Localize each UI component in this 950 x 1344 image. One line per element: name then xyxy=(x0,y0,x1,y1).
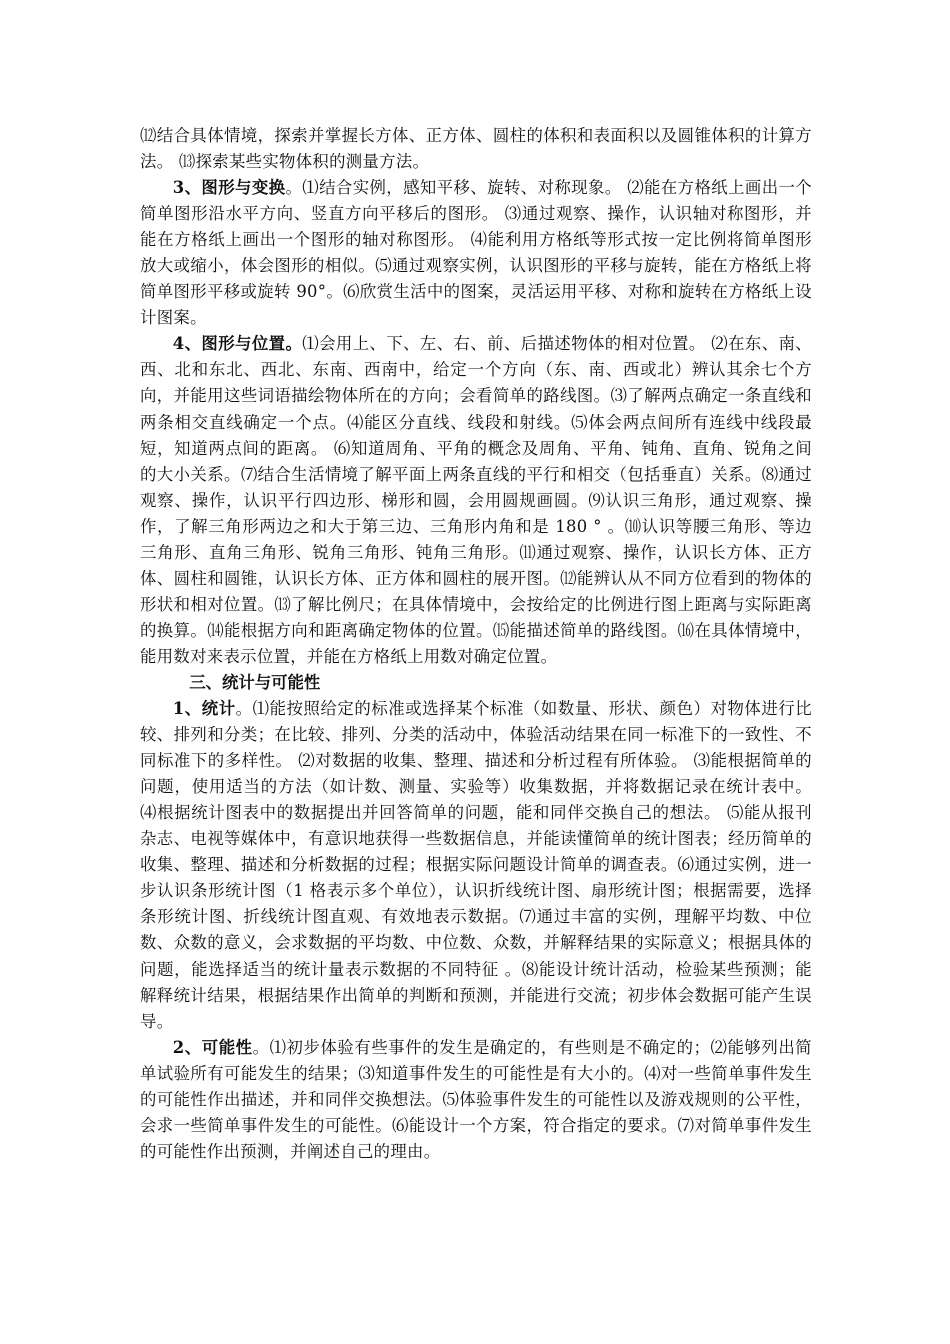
transform-body: 。⑴结合实例，感知平移、旋转、对称现象。 ⑵能在方格纸上画出一个简单图形沿水平方向、竖直方向平移后的图形。 ⑶通过观察、操作，认识轴对称图形，并能在方格纸上画出一个图形的轴对称图形。 ⑷能利用方格纸等形式按一定比例将简单图形放大或缩小，体会图形的相似。⑸通过观察实例，认识图形的平移与旋转，能在方格纸上将简单图形平移或旋转 90°。⑹欣赏生活中的图案，灵活运用平移、对称和旋转在方格纸上设计图案。 xyxy=(140,178,812,328)
document-body xyxy=(140,123,812,1165)
transform-heading: 3、图形与变换 xyxy=(172,178,286,198)
probability-heading: 2、可能性 xyxy=(172,1037,253,1057)
volume-paragraph: ⑿结合具体情境，探索并掌握长方体、正方体、圆柱的体积和表面积以及圆锥体积的计算方法。 ⒀探索某些实物体积的测量方法。 xyxy=(140,126,812,172)
statistics-paragraph xyxy=(140,696,812,1035)
position-heading: 4、图形与位置。 xyxy=(172,334,303,354)
position-paragraph xyxy=(140,331,812,670)
section-heading: 三、统计与可能性 xyxy=(189,672,321,692)
probability-paragraph xyxy=(140,1035,812,1165)
statistics-heading: 1、统计 xyxy=(172,699,236,719)
statistics-body: 。⑴能按照给定的标准或选择某个标准（如数量、形状、颜色）对物体进行比较、排列和分类；在比较、排列、分类的活动中，体验活动结果在同一标准下的一致性、不同标准下的多样性。 ⑵对数据的收集、整理、描述和分析过程有所体验。 ⑶能根据简单的问题，使用适当的方法（如计数、测量、实验等）收集数据，并将数据记录在统计表中。 ⑷根据统计图表中的数据提出并回答简单的问题，能和同伴交换自己的想法。 ⑸能从报刊杂志、电视等媒体中，有意识地获得一些数据信息，并能读懂简单的统计图表；经历简单的收集、整理、描述和分析数据的过程；根据实际问题设计简单的调查表。⑹通过实例，进一步认识条形统计图（1 格表示多个单位），认识折线统计图、扇形统计图；根据需要，选择条形统计图、折线统计图直观、有效地表示数据。⑺通过丰富的实例，理解平均数、中位数、众数的意义，会求数据的平均数、中位数、众数，并解释结果的实际意义；根据具体的问题，能选择适当的统计量表示数据的不同特征 。⑻能设计统计活动，检验某些预测；能解释统计结果，根据结果作出简单的判断和预测，并能进行交流；初步体会数据可能产生误导。 xyxy=(140,699,812,1031)
probability-body: 。⑴初步体验有些事件的发生是确定的，有些则是不确定的；⑵能够列出简单试验所有可能发生的结果；⑶知道事件发生的可能性是有大小的。⑷对一些简单事件发生的可能性作出描述，并和同伴交换想法。⑸体验事件发生的可能性以及游戏规则的公平性，会求一些简单事件发生的可能性。⑹能设计一个方案，符合指定的要求。⑺对简单事件发生的可能性作出预测，并阐述自己的理由。 xyxy=(140,1037,812,1161)
position-body: ⑴会用上、下、左、右、前、后描述物体的相对位置。 ⑵在东、南、西、北和东北、西北、东南、西南中，给定一个方向（东、南、西或北）辨认其余七个方向，并能用这些词语描绘物体所在的方向；会看简单的路线图。⑶了解两点确定一条直线和两条相交直线确定一个点。⑷能区分直线、线段和射线。⑸体会两点间所有连线中线段最短，知道两点间的距离。 ⑹知道周角、平角的概念及周角、平角、钝角、直角、锐角之间的大小关系。⑺结合生活情境了解平面上两条直线的平行和相交（包括垂直）关系。⑻通过观察、操作，认识平行四边形、梯形和圆，会用圆规画圆。⑼认识三角形，通过观察、操作，了解三角形两边之和大于第三边、三角形内角和是 180 ° 。⑽认识等腰三角形、等边三角形、直角三角形、锐角三角形、钝角三角形。⑾通过观察、操作，认识长方体、正方体、圆柱和圆锥，认识长方体、正方体和圆柱的展开图。⑿能辨认从不同方位看到的物体的形状和相对位置。⒀了解比例尺；在具体情境中，会按给定的比例进行图上距离与实际距离的换算。⒁能根据方向和距离确定物体的位置。⒂能描述简单的路线图。⒃在具体情境中，能用数对来表示位置，并能在方格纸上用数对确定位置。 xyxy=(140,334,812,666)
transform-paragraph xyxy=(140,175,812,331)
